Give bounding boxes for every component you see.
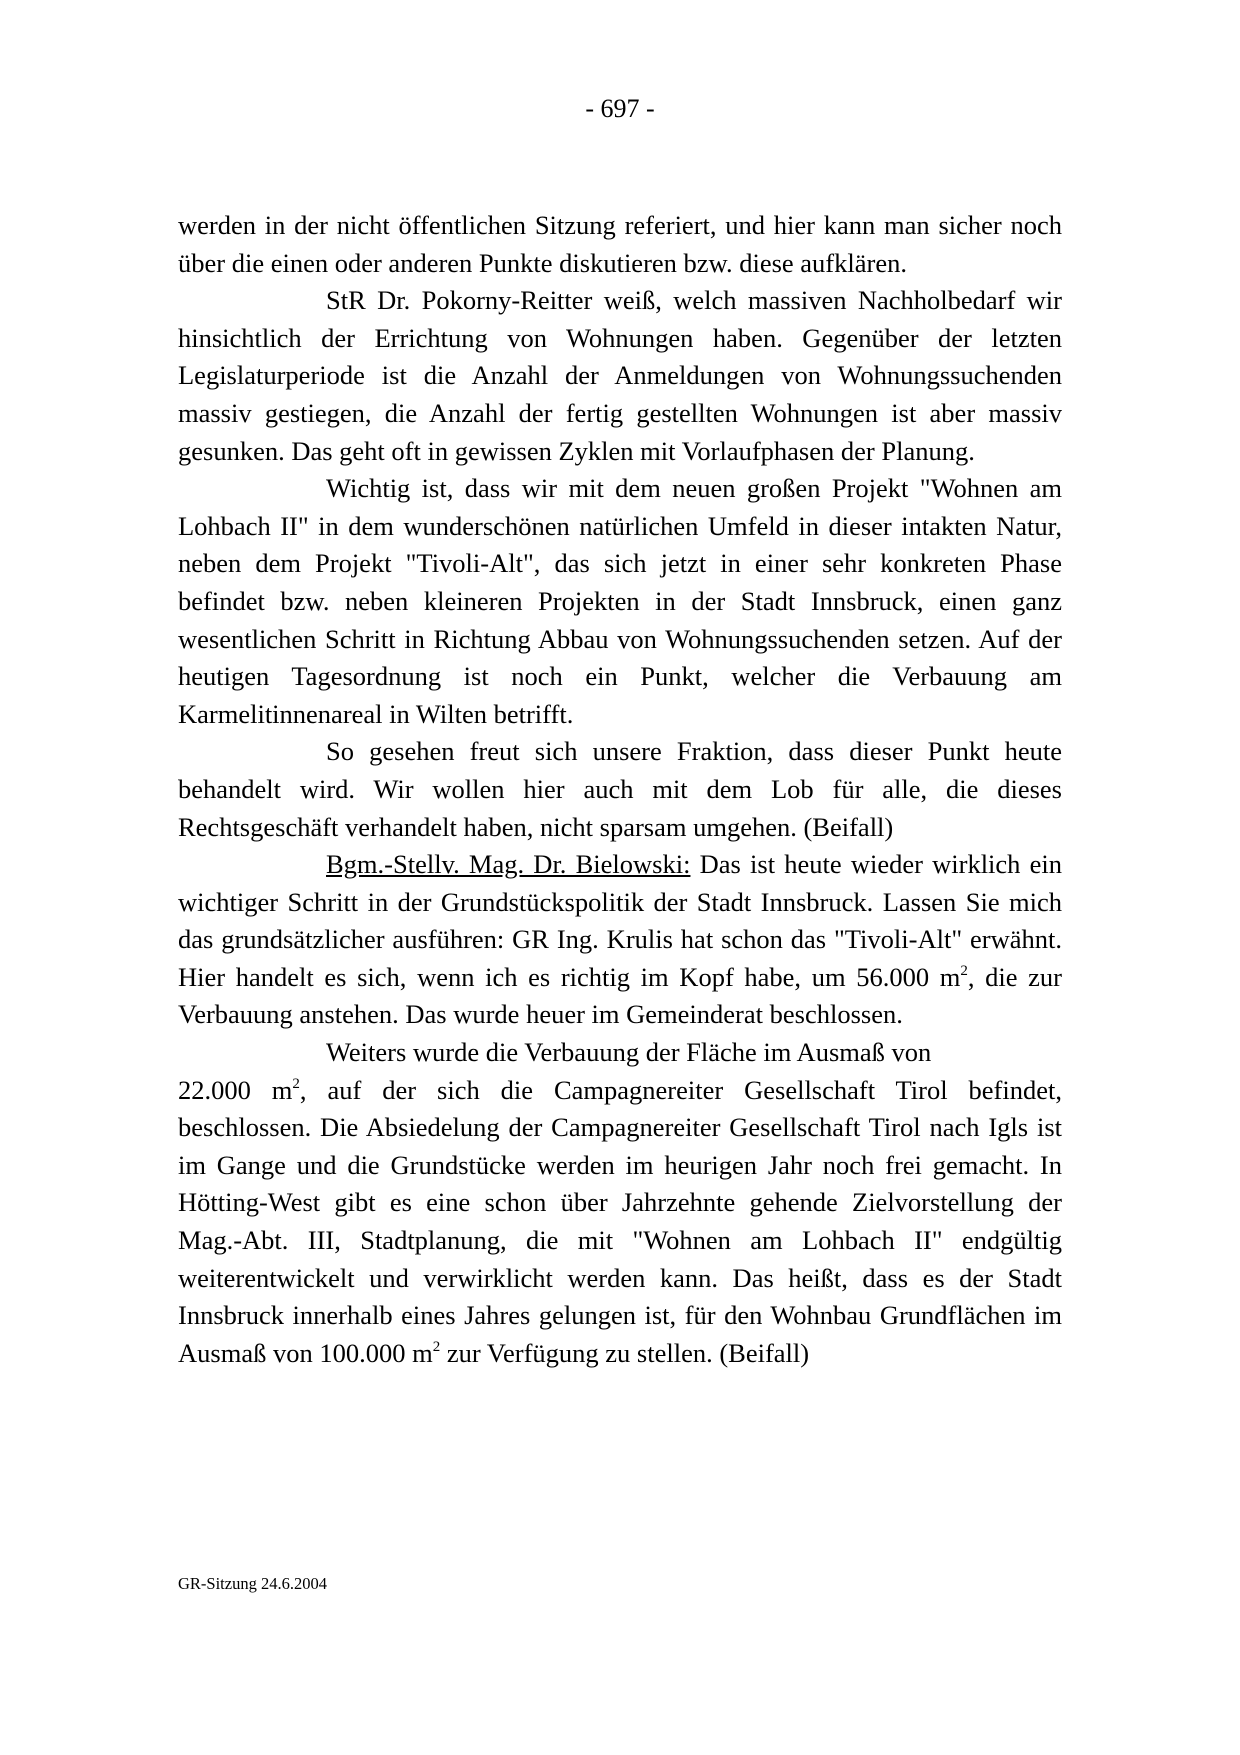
paragraph-6-text-b: , auf der sich die Campagnereiter Gesellschaft Tirol befindet, beschlossen. Die Absiedelung der Campagnereiter Gesellschaft Tirol nach Igls ist im Gange und die Grundstücke werden im heurigen Jahr noch frei gemacht. In Hötting-West gibt es eine schon über Jahrzehnte gehende Zielvorstellung der Mag.-Abt. III, Stadtplanung, die mit "Wohnen am Lohbach II" endgültig weiterentwickelt und verwirklicht werden kann. Das heißt, dass es der Stadt Innsbruck innerhalb eines Jahres gelungen ist, für den Wohnbau Grundflächen im Ausmaß von 100.000 m [178,1074,1062,1368]
paragraph-4: So gesehen freut sich unsere Fraktion, dass dieser Punkt heute behandelt wird. Wir wollen hier auch mit dem Lob für alle, die dieses Rechtsgeschäft verhandelt haben, nicht sparsam umgehen. (Beifall) [178,736,1062,842]
body-text [178,207,1062,1372]
paragraph-5-text-b: , die zur Verbauung anstehen. Das wurde heuer im Gemeinderat beschlossen. [178,961,1062,1030]
speaker-name: Bgm.-Stellv. Mag. Dr. Bielowski: [326,849,691,880]
paragraph-2: StR Dr. Pokorny-Reitter weiß, welch massiven Nachholbedarf wir hinsichtlich der Errichtung von Wohnungen haben. Gegenüber der letzten Legislaturperiode ist die Anzahl der Anmeldungen von Wohnungssuchenden massiv gestiegen, die Anzahl der fertig gestellten Wohnungen ist aber massiv gesunken. Das geht oft in gewissen Zyklen mit Vorlaufphasen der Planung. [178,285,1062,466]
footer-session-date: GR-Sitzung 24.6.2004 [178,1574,327,1593]
superscript-2: 2 [960,962,968,979]
paragraph-6-text-a: 22.000 m [178,1074,293,1105]
superscript-2: 2 [432,1338,441,1355]
paragraph-3: Wichtig ist, dass wir mit dem neuen großen Projekt "Wohnen am Lohbach II" in dem wunderschönen natürlichen Umfeld in dieser intakten Natur, neben dem Projekt "Tivoli-Alt", das sich jetzt in einer sehr konkreten Phase befindet bzw. neben kleineren Projekten in der Stadt Innsbruck, einen ganz wesentlichen Schritt in Richtung Abbau von Wohnungssuchenden setzen. Auf der heutigen Tagesordnung ist noch ein Punkt, welcher die Verbauung am Karmelitinnenareal in Wilten betrifft. [178,473,1062,729]
page-number: - 697 - [585,94,655,123]
paragraph-6-line-1: Weiters wurde die Verbauung der Fläche im Ausmaß von [326,1037,932,1068]
paragraph-1: werden in der nicht öffentlichen Sitzung referiert, und hier kann man sicher noch über die einen oder anderen Punkte diskutieren bzw. diese aufklären. [178,210,1062,278]
superscript-2: 2 [292,1075,300,1092]
paragraph-6-text-c: zur Verfügung zu stellen. (Beifall) [440,1337,810,1368]
paragraph-5 [178,846,1062,1034]
paragraph-5-text-a: Das ist heute wieder wirklich ein wichtiger Schritt in der Grundstückspolitik der Stadt Innsbruck. Lassen Sie mich das grundsätzlicher ausführen: GR Ing. Krulis hat schon das "Tivoli-Alt" erwähnt. Hier handelt es sich, wenn ich es richtig im Kopf habe, um 56.000 m [178,849,1062,992]
paragraph-6 [178,1072,1062,1373]
